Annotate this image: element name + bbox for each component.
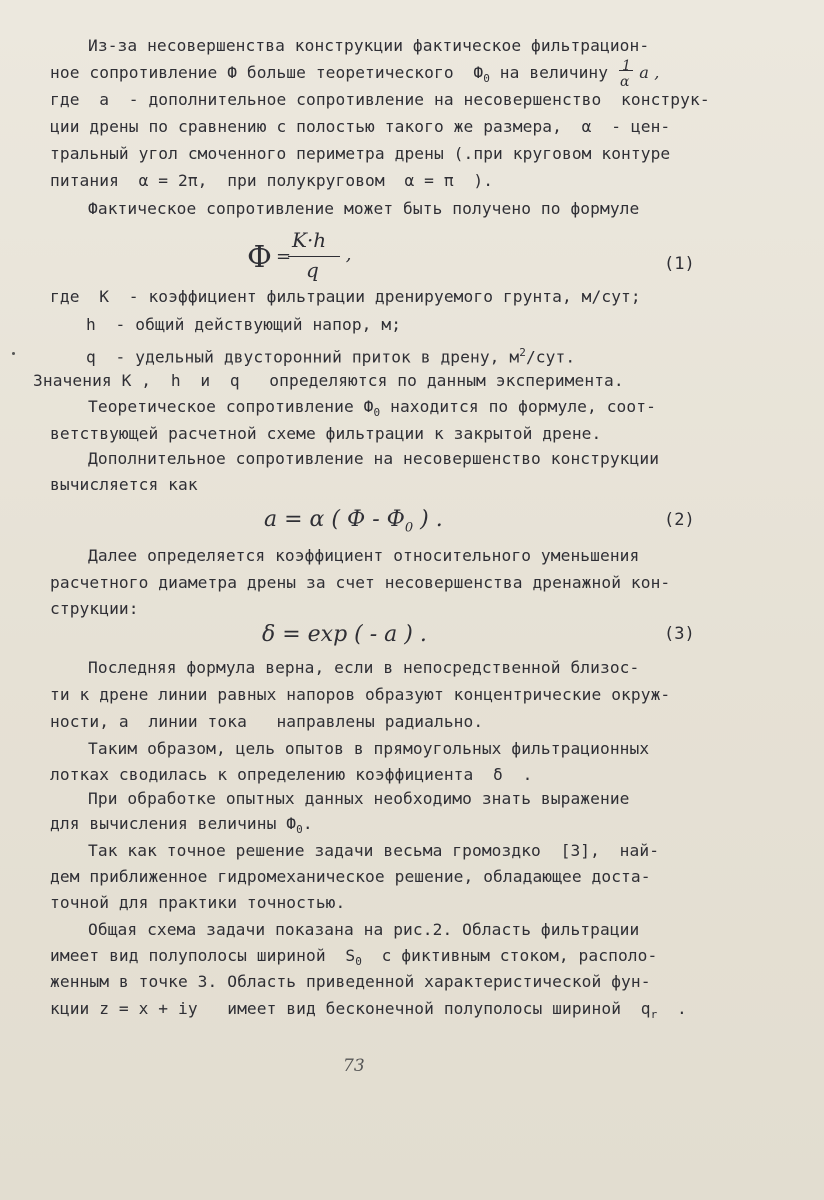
text-line: ти к дрене линии равных напоров образуют концентрические окруж- <box>50 685 671 704</box>
text-line: Последняя формула верна, если в непосредственной близос- <box>88 658 640 677</box>
text-line: При обработке опытных данных необходимо знать выражение <box>88 789 630 808</box>
text-line: дем приближенное гидромеханическое решение, обладающее доста- <box>50 867 651 886</box>
text-line: точной для практики точностью. <box>50 893 346 912</box>
text-line: где K - коэффициент фильтрации дренируемого грунта, м/сут; <box>50 287 641 306</box>
text-line: вычисляется как <box>50 475 198 494</box>
text-line: лотках сводилась к определению коэффициента δ . <box>50 765 533 784</box>
document-page: Из-за несовершенства конструкции фактическое фильтрацион- ное сопротивление Ф больше теоретического $Ф_0$ на величину 1 α a , где a - дополнительное сопротивление на несовершенство конструк- ции дрены по сравнению с полостью такого же размера, α - цен- тральный угол смоченного периметра дрены (.при круговом контуре питания α = 2π, при полукруговом α = π ). Фактическое сопротивление может быть получено по формуле Ф = K·h q , (1) где K - коэффициент фильтрации дренируемого грунта, м/сут; h - общий действующий напор, м; q - удельный двусторонний приток в дрену, $м^2$/сут. Значения K , h и q определяются по данным эксперимента. Теоретическое сопротивление $Ф_0$ находится по формуле, соот- ветствующей расчетной схеме фильтрации к закрытой дрене. Дополнительное сопротивление на несовершенство конструкции вычисляется как a = α ( Ф - $Ф_0$ ) . (2) Далее определяется коэффициент относительного уменьшения расчетного диаметра дрены за счет несовершенства дренажной кон- струкции: δ = exp ( - a ) . (3) Последняя формула верна, если в непосредственной близос- ти к дрене линии равных напоров образуют концентрические окруж- ности, а линии тока направлены радиально. Таким образом, цель опытов в прямоугольных фильтрационных лотках сводилась к определению коэффициента δ . При обработке опытных данных необходимо знать выражение для вычисления величины $Ф_0$. Так как точное решение задачи весьма громоздко [3], най- дем приближенное гидромеханическое решение, обладающее доста- точной для практики точностью. Общая схема задачи показана на рис.2. Область фильтрации имеет вид полуполосы шириной $S_0$ с фиктивным стоком, располо- женным в точке 3. Область приведенной характеристической фун- кции z = x + iy имеет вид бесконечной полуполосы шириной $q_r$ . 73 <box>0 0 824 1200</box>
text-line: кции z = x + iy имеет вид бесконечной полуполосы шириной $q_r$ . <box>50 999 687 1022</box>
text-line: женным в точке 3. Область приведенной характеристической фун- <box>50 972 651 991</box>
text-line: Теоретическое сопротивление $Ф_0$ находится по формуле, соот- <box>88 397 656 420</box>
text-line: Дополнительное сопротивление на несовершенство конструкции <box>88 449 660 468</box>
text-line: струкции: <box>50 599 139 618</box>
text-line: питания α = 2π, при полукруговом α = π ). <box>50 171 494 190</box>
text-line: Так как точное решение задачи весьма громоздко [3], най- <box>88 841 660 860</box>
text-line: имеет вид полуполосы шириной $S_0$ с фиктивным стоком, располо- <box>50 946 658 969</box>
text-line: Общая схема задачи показана на рис.2. Область фильтрации <box>88 920 640 939</box>
text-line: Значения K , h и q определяются по данным эксперимента. <box>33 371 624 390</box>
text-line: тральный угол смоченного периметра дрены (.при круговом контуре <box>50 144 671 163</box>
text-line: где a - дополнительное сопротивление на несовершенство конструк- <box>50 90 710 109</box>
speck <box>12 352 15 355</box>
text-line: Таким образом, цель опытов в прямоугольных фильтрационных <box>88 739 650 758</box>
text-line: для вычисления величины $Ф_0$. <box>50 814 313 837</box>
text-line: ции дрены по сравнению с полостью такого же размера, α - цен- <box>50 117 671 136</box>
text-line: q - удельный двусторонний приток в дрену, $м^2$/сут. <box>86 346 576 367</box>
text-line: Из-за несовершенства конструкции фактическое фильтрацион- <box>88 36 650 55</box>
page-number: 73 <box>343 1056 365 1076</box>
text-line: ности, а линии тока направлены радиально. <box>50 712 484 731</box>
text-line: ное сопротивление Ф больше теоретического $Ф_0$ на величину 1 α a , <box>50 57 660 90</box>
text-line: h - общий действующий напор, м; <box>86 315 402 334</box>
fraction-1-over-alpha: 1 α <box>619 57 631 90</box>
text-line: расчетного диаметра дрены за счет несовершенства дренажной кон- <box>50 573 671 592</box>
equation-number: (1) <box>664 254 695 274</box>
equation-number: (3) <box>664 624 695 644</box>
text-line: Фактическое сопротивление может быть получено по формуле <box>88 199 640 218</box>
equation-number: (2) <box>664 510 695 530</box>
text-line: ветствующей расчетной схеме фильтрации к закрытой дрене. <box>50 424 602 443</box>
text-line: Далее определяется коэффициент относительного уменьшения <box>88 546 640 565</box>
